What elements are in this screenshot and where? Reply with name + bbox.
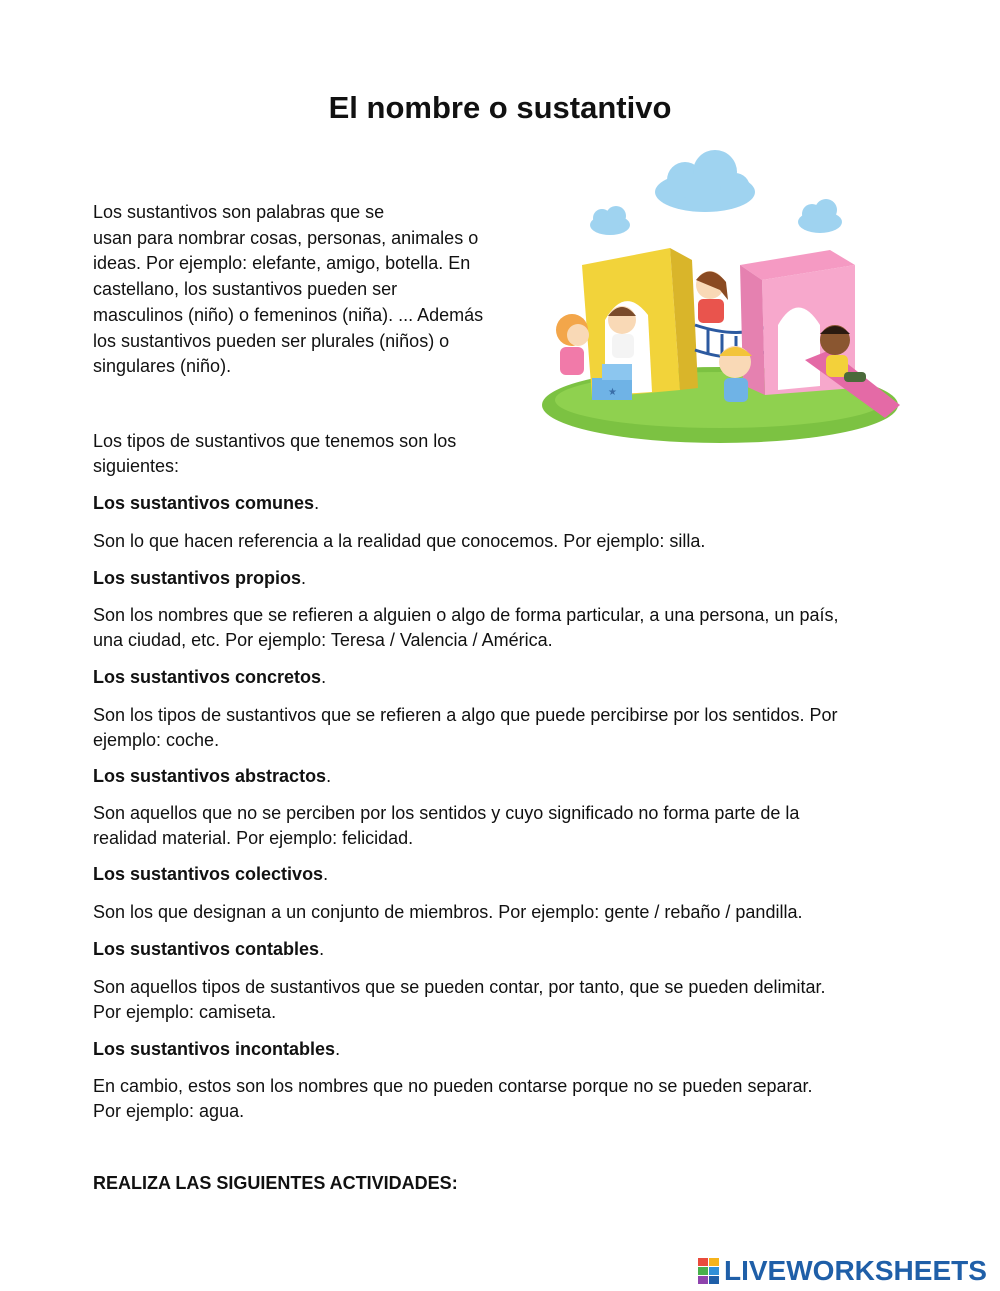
logo-text: LIVEWORKSHEETS <box>724 1255 987 1286</box>
cloud-icon <box>590 206 630 235</box>
intro-paragraph <box>93 200 533 380</box>
section-heading-concretos: Los sustantivos concretos. <box>93 667 327 687</box>
tipos-intro <box>93 429 456 479</box>
svg-text:★: ★ <box>608 387 617 398</box>
section-body-propios: Son los nombres que se refieren a alguien o algo de forma particular, a una persona, un país, una ciudad, etc. Por ejemplo: Teresa / Valencia / América. <box>93 605 839 650</box>
section-heading-incontables: Los sustantivos incontables. <box>93 1039 341 1059</box>
section-body-concretos: Son los tipos de sustantivos que se refieren a algo que puede percibirse por los sentidos. Por ejemplo: coche. <box>93 705 838 750</box>
section-body-contables: Son aquellos tipos de sustantivos que se pueden contar, por tanto, que se pueden delimitar. Por ejemplo: camiseta. <box>93 977 826 1022</box>
logo-icon <box>698 1258 720 1284</box>
playground-illustration <box>530 150 910 445</box>
intro-line: los sustantivos pueden ser plurales (niños) o <box>93 330 450 351</box>
intro-line: masculinos (niño) o femeninos (niña). ... Además <box>93 304 484 325</box>
kid-figure <box>556 314 589 375</box>
section-body-comunes: Son lo que hacen referencia a la realidad que conocemos. Por ejemplo: silla. <box>93 531 706 551</box>
section-body-incontables: En cambio, estos son los nombres que no pueden contarse porque no se pueden separar. Por ejemplo: agua. <box>93 1076 813 1121</box>
tipos-line: siguientes: <box>93 456 180 476</box>
intro-line: usan para nombrar cosas, personas, animales o <box>93 227 479 248</box>
intro-line: castellano, los sustantivos pueden ser <box>93 279 398 300</box>
tipos-line: Los tipos de sustantivos que tenemos son los <box>93 431 457 451</box>
intro-line: singulares (niño). <box>93 356 232 377</box>
intro-line: Los sustantivos son palabras que se <box>93 202 385 222</box>
kid-figure <box>696 271 728 323</box>
activities-heading: REALIZA LAS SIGUIENTES ACTIVIDADES: <box>93 1173 458 1193</box>
cloud-icon <box>655 150 755 212</box>
cloud-icon <box>798 199 842 233</box>
section-body-colectivos: Son los que designan a un conjunto de miembros. Por ejemplo: gente / rebaño / pandilla. <box>93 902 803 922</box>
section-heading-comunes: Los sustantivos comunes. <box>93 493 320 513</box>
page-title: El nombre o sustantivo <box>328 90 672 125</box>
yellow-tower <box>582 248 698 398</box>
section-heading-abstractos: Los sustantivos abstractos. <box>93 766 332 786</box>
section-heading-colectivos: Los sustantivos colectivos. <box>93 864 329 884</box>
section-body-abstractos: Son aquellos que no se perciben por los sentidos y cuyo significado no forma parte de la realidad material. Por ejemplo: felicidad. <box>93 803 800 848</box>
intro-line: ideas. Por ejemplo: elefante, amigo, botella. En <box>93 253 471 274</box>
section-heading-propios: Los sustantivos propios. <box>93 568 307 588</box>
liveworksheets-logo[interactable] <box>698 1255 987 1287</box>
section-heading-contables: Los sustantivos contables. <box>93 939 325 959</box>
